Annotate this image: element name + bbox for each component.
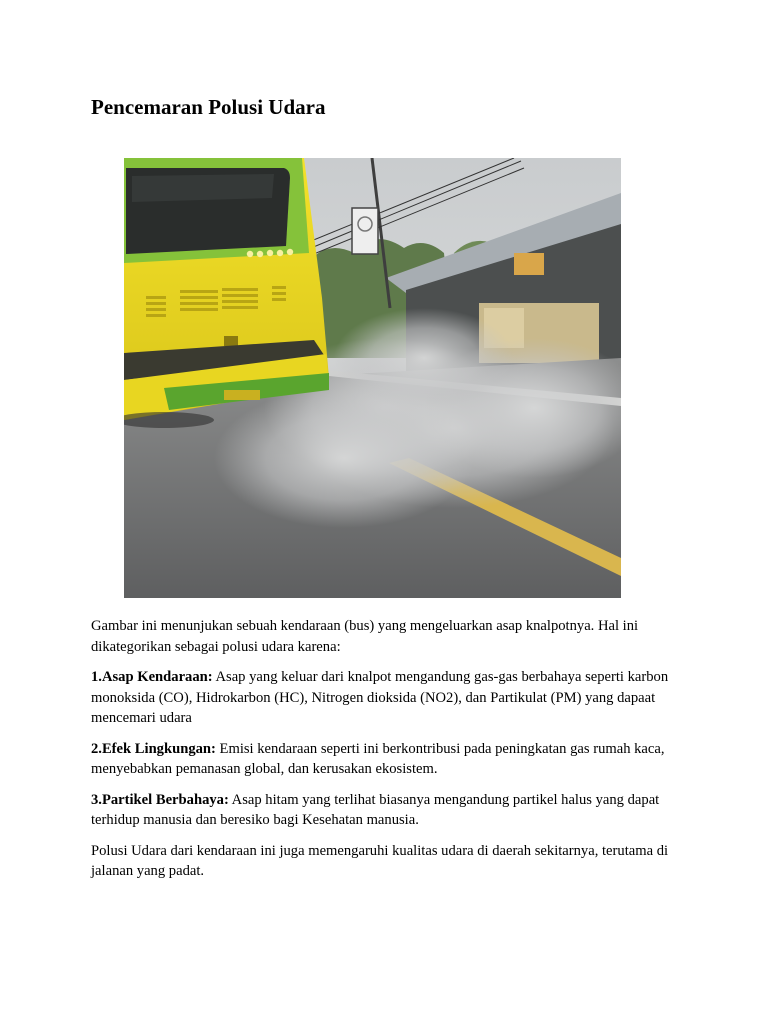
point-text: Asap yang keluar dari knalpot mengandung gas-gas berbahaya seperti karbon monoksida (CO), Hidrokarbon (HC), Nitrogen dioksida (NO2), dan Partikulat (PM) yang dapaat mencemari udara xyxy=(91,669,669,726)
point-heading: 3.Partikel Berbahaya: xyxy=(91,791,229,808)
point-efek-lingkungan xyxy=(91,739,691,780)
point-asap-kendaraan xyxy=(91,667,691,729)
document-title: Pencemaran Polusi Udara xyxy=(91,95,326,119)
intro-paragraph: Gambar ini menunjukan sebuah kendaraan (bus) yang mengeluarkan asap knalpotnya. Hal ini dikategorikan sebagai polusi udara karena: xyxy=(91,618,639,655)
point-heading: 2.Efek Lingkungan: xyxy=(91,740,216,757)
document-body xyxy=(91,616,691,892)
point-text: Asap hitam yang terlihat biasanya mengandung partikel halus yang dapat terhidup manusia dan beresiko bagi Kesehatan manusia. xyxy=(91,791,660,828)
point-text: Emisi kendaraan seperti ini berkontribusi pada peningkatan gas rumah kaca, menyebabkan pemanasan global, dan kerusakan ekosistem. xyxy=(91,740,665,777)
point-partikel-berbahaya xyxy=(91,790,691,831)
conclusion-paragraph: Polusi Udara dari kendaraan ini juga memengaruhi kualitas udara di daerah sekitarnya, terutama di jalanan yang padat. xyxy=(91,842,669,879)
point-heading: 1.Asap Kendaraan: xyxy=(91,669,213,685)
bus-exhaust-photo xyxy=(124,158,621,598)
